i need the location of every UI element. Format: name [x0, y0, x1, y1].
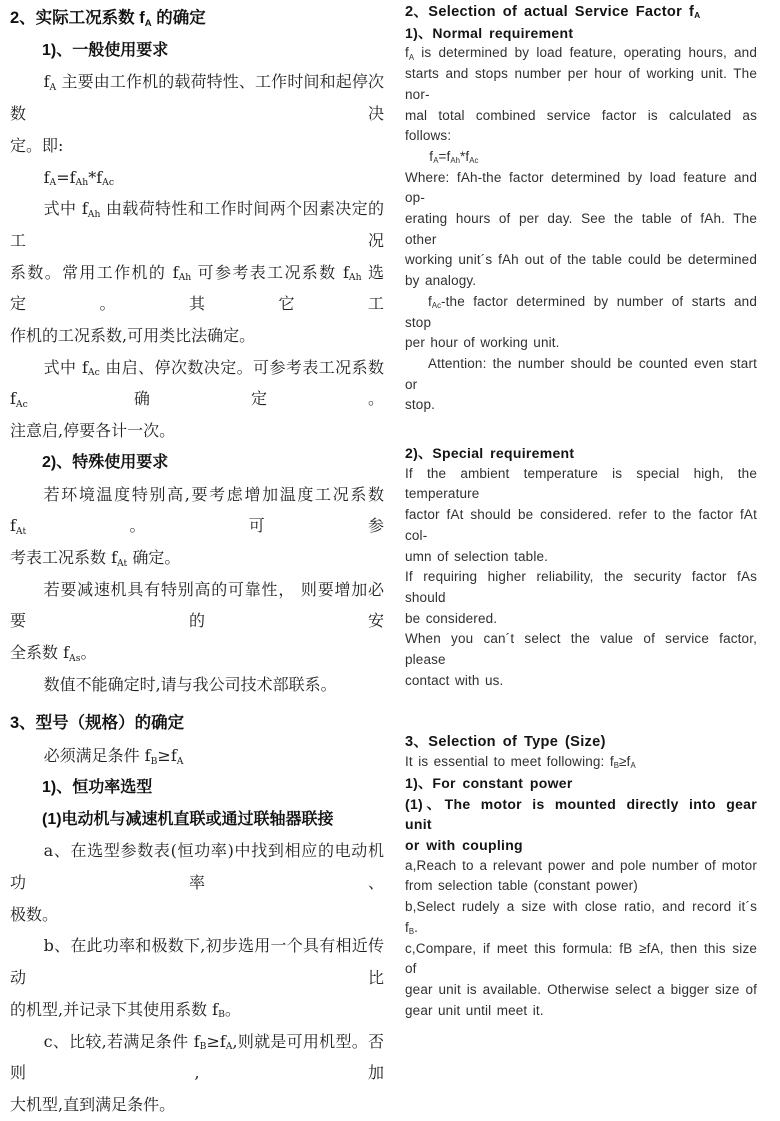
text-line: 大机型,直到满足条件。 [10, 1094, 176, 1114]
text-line: 作机的工况系数,可用类比法确定。 [10, 326, 256, 346]
text-line: (1)、The motor is mounted directly into gear unit [405, 795, 757, 833]
paragraph [10, 930, 384, 1025]
paragraph [405, 752, 757, 773]
formula-line [405, 147, 757, 168]
subsection-heading [10, 804, 384, 836]
paragraph [10, 352, 384, 447]
text-line: 考表工况系数 $f_{At}$ 确定。 [10, 547, 181, 569]
text-line: When you can´t select the value of service factor, please [405, 631, 757, 668]
paragraph [405, 567, 757, 629]
text-line: from selection table (constant power) [405, 878, 638, 894]
text-line: 1)、For constant power [405, 774, 573, 791]
subsection-heading [10, 35, 384, 67]
paragraph [10, 669, 384, 701]
text-line: by analogy. [405, 273, 477, 289]
text-line: 3、型号（规格）的确定 [10, 714, 185, 733]
section-heading [10, 3, 384, 35]
text-line: b,Select rudely a size with close ratio, and record it´s $f_B$. [405, 899, 757, 937]
text-line: be considered. [405, 610, 498, 626]
paragraph [405, 43, 757, 147]
text-line: $f_A$ 主要由工作机的载荷特性、工作时间和起停次数决 [10, 72, 384, 124]
english-column [405, 0, 757, 1021]
text-line: a、在选型参数表(恒功率)中找到相应的电动机功率、 [10, 841, 384, 892]
text-line: 2、Selection of actual Service Factor $f_A$ [405, 4, 701, 21]
paragraph [405, 629, 757, 691]
paragraph [405, 292, 757, 354]
text-line: 2、实际工况系数 $f_A$ 的确定 [10, 9, 206, 29]
text-line: per hour of working unit. [405, 335, 560, 351]
text-line: $f_A=f_{Ah}*f_{Ac}$ [429, 148, 479, 166]
text-line: It is essential to meet following: $f_B\ge f_A$ [405, 754, 636, 771]
text-line: gear unit is available. Otherwise select a bigger size of [405, 981, 757, 997]
text-line: 1)、恒功率选型 [42, 778, 153, 796]
text-line: 全系数 $f_{As}$。 [10, 643, 97, 664]
text-line: or with coupling [405, 837, 523, 854]
text-line: stop. [405, 397, 436, 413]
text-line: 2)、特殊使用要求 [42, 453, 169, 471]
subsection-heading [10, 772, 384, 804]
text-line: erating hours of per day. See the table of fAh. The other [405, 211, 757, 247]
text-line: 定。即: [10, 135, 64, 155]
text-line: factor fAt should be considered. refer to the factor fAt col- [405, 507, 757, 543]
text-line: 3、Selection of Type (Size) [405, 733, 606, 750]
text-line: 若要减速机具有特别高的可靠性， 则要增加必要的安 [10, 579, 384, 631]
text-line: 极数。 [10, 904, 59, 924]
text-line: a,Reach to a relevant power and pole number of motor [405, 857, 757, 873]
text-line: 1)、一般使用要求 [42, 41, 169, 59]
text-line: 必须满足条件 $f_B\ge f_A$ [43, 746, 184, 767]
paragraph [405, 464, 757, 568]
paragraph [405, 354, 757, 416]
paragraph [405, 939, 757, 1022]
text-line: $f_{Ac}$-the factor determined by number of starts and stop [405, 293, 757, 330]
paragraph [10, 835, 384, 930]
text-line: 1)、Normal requirement [405, 24, 574, 41]
text-line: 式中 $f_{Ah}$ 由载荷特性和工作时间两个因素决定的工况 [10, 199, 384, 250]
paragraph [405, 897, 757, 938]
paragraph [10, 66, 384, 161]
text-line: (1)电动机与减速机直联或通过联轴器联接 [42, 810, 334, 828]
subsection-heading [405, 794, 757, 856]
text-line: 式中 $f_{Ac}$ 由启、停次数决定。可参考表工况系数 $f_{Ac}$ 确定。 [10, 357, 384, 411]
text-line: c,Compare, if meet this formula: fB ≥fA, then this size of [405, 940, 757, 977]
text-line: Attention: the number should be counted even start or [405, 355, 757, 392]
text-line: If requiring higher reliability, the security factor fAs should [405, 569, 757, 605]
paragraph [405, 168, 757, 292]
text-line: 注意启,停要各计一次。 [10, 421, 176, 441]
text-line: $f_A=f_{Ah}*f_{Ac}$ [43, 167, 115, 189]
text-line: working unit´s fAh out of the table could be determined [405, 252, 757, 268]
subsection-heading [10, 447, 384, 479]
text-line: starts and stops number per hour of working unit. The nor- [405, 66, 757, 102]
paragraph [10, 740, 384, 772]
paragraph [405, 856, 757, 897]
text-line: contact with us. [405, 672, 504, 688]
text-line: mal total combined service factor is calculated as follows: [405, 107, 757, 144]
text-line: b、在此功率和极数下,初步选用一个具有相近传动比 [10, 936, 384, 988]
text-line: 的机型,并记录下其使用系数 $f_B$。 [10, 999, 241, 1021]
subsection-heading [405, 443, 757, 464]
section-heading [405, 732, 757, 753]
text-line: umn of selection table. [405, 548, 549, 564]
paragraph [10, 479, 384, 574]
subsection-heading [405, 23, 757, 44]
text-line: 数值不能确定时,请与我公司技术部联系。 [43, 674, 337, 694]
text-line: 系数。常用工作机的 $f_{Ah}$ 可参考表工况系数 $f_{Ah}$ 选定。其它工 [10, 262, 384, 314]
chinese-column [10, 0, 384, 1121]
text-line: 2)、Special requirement [405, 445, 575, 462]
text-line: 若环境温度特别高,要考虑增加温度工况系数 $f_{At}$。可参 [10, 484, 384, 537]
paragraph [10, 193, 384, 352]
section-heading [405, 2, 757, 23]
text-line: If the ambient temperature is special high, the temperature [405, 465, 757, 502]
text-line: Where: fAh-the factor determined by load feature and op- [405, 169, 757, 206]
formula-line [10, 162, 384, 194]
subsection-heading [405, 773, 757, 794]
text-line: c、比较,若满足条件 $f_B\ge f_A$,则就是可用机型。否则,加 [10, 1031, 384, 1083]
paragraph [10, 1026, 384, 1121]
text-line: gear unit until meet it. [405, 1002, 544, 1018]
text-line: $f_A$ is determined by load feature, operating hours, and [405, 45, 757, 62]
paragraph [10, 574, 384, 669]
section-heading [10, 708, 384, 740]
